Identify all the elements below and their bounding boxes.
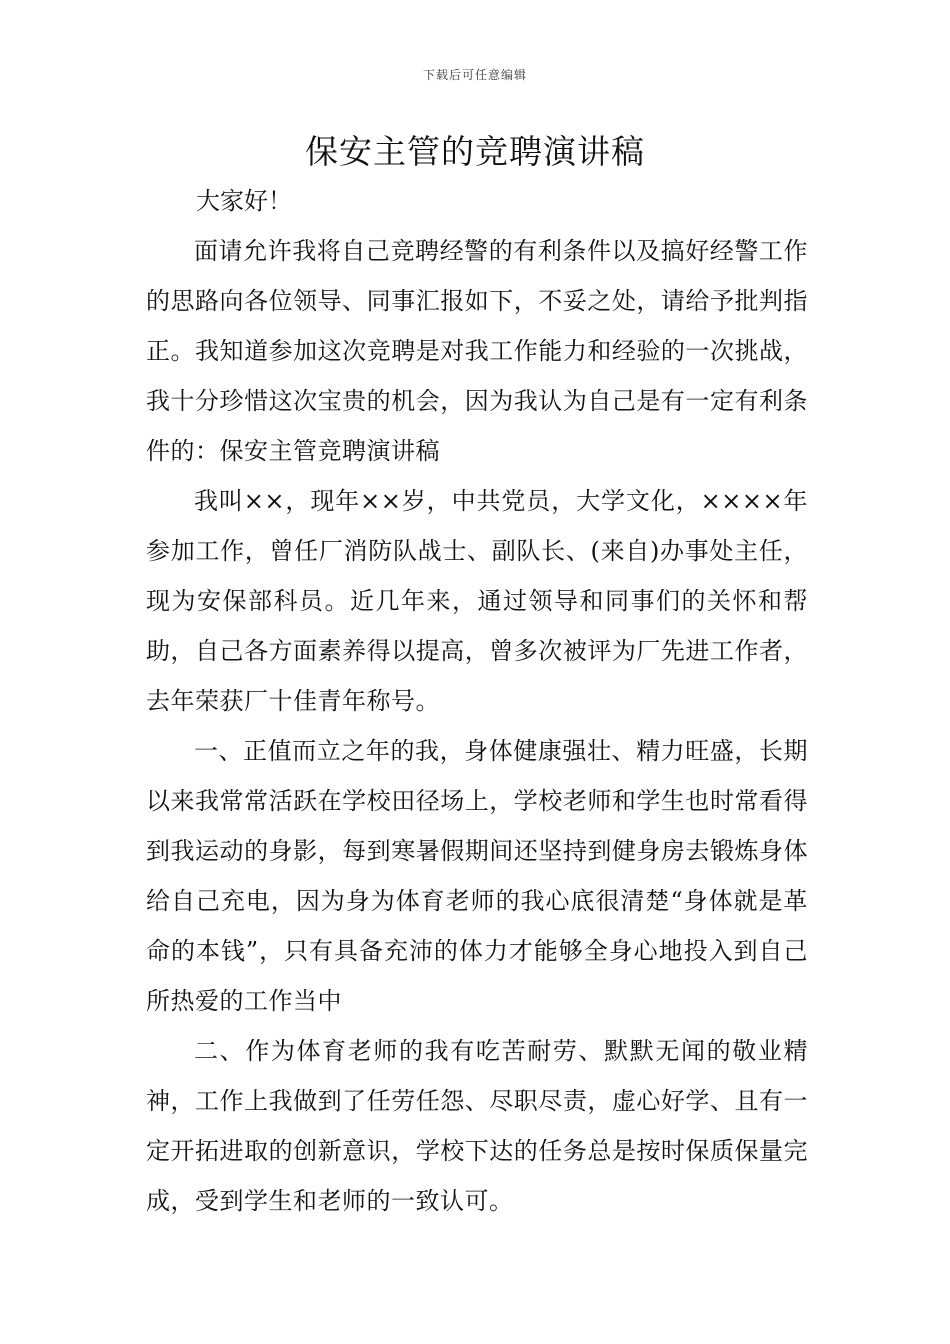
paragraph-point-two: 二、作为体育老师的我有吃苦耐劳、默默无闻的敬业精神，工作上我做到了任劳任怨、尽职尽责，虚心好学、且有一定开拓进取的创新意识，学校下达的任务总是按时保质保量完成，受到学生和老师的一致认可。 (146, 1037, 808, 1215)
header-note: 下载后可任意编辑 (422, 68, 527, 82)
paragraph-intro: 面请允许我将自己竞聘经警的有利条件以及搞好经警工作的思路向各位领导、同事汇报如下，不妥之处，请给予批判指正。我知道参加这次竞聘是对我工作能力和经验的一次挑战，我十分珍惜这次宝贵的机会，因为我认为自己是有一定有利条件的：保安主管竞聘演讲稿 (146, 237, 808, 465)
document-body (146, 176, 808, 1226)
paragraph-point-one: 一、正值而立之年的我，身体健康强壮、精力旺盛，长期以来我常常活跃在学校田径场上，学校老师和学生也时常看得到我运动的身影，每到寒暑假期间还坚持到健身房去锻炼身体给自己充电，因为身为体育老师的我心底很清楚“身体就是革命的本钱”，只有具备充沛的体力才能够全身心地投入到自己所热爱的工作当中 (146, 737, 808, 1015)
paragraph-self-introduction: 我叫××，现年××岁，中共党员，大学文化，××××年参加工作，曾任厂消防队战士、副队长、(来自)办事处主任，现为安保部科员。近几年来，通过领导和同事们的关怀和帮助，自己各方面素养得以提高，曾多次被评为厂先进工作者，去年荣获厂十佳青年称号。 (146, 487, 808, 715)
greeting: 大家好！ (196, 187, 292, 215)
document-title: 保安主管的竞聘演讲稿 (305, 132, 645, 171)
